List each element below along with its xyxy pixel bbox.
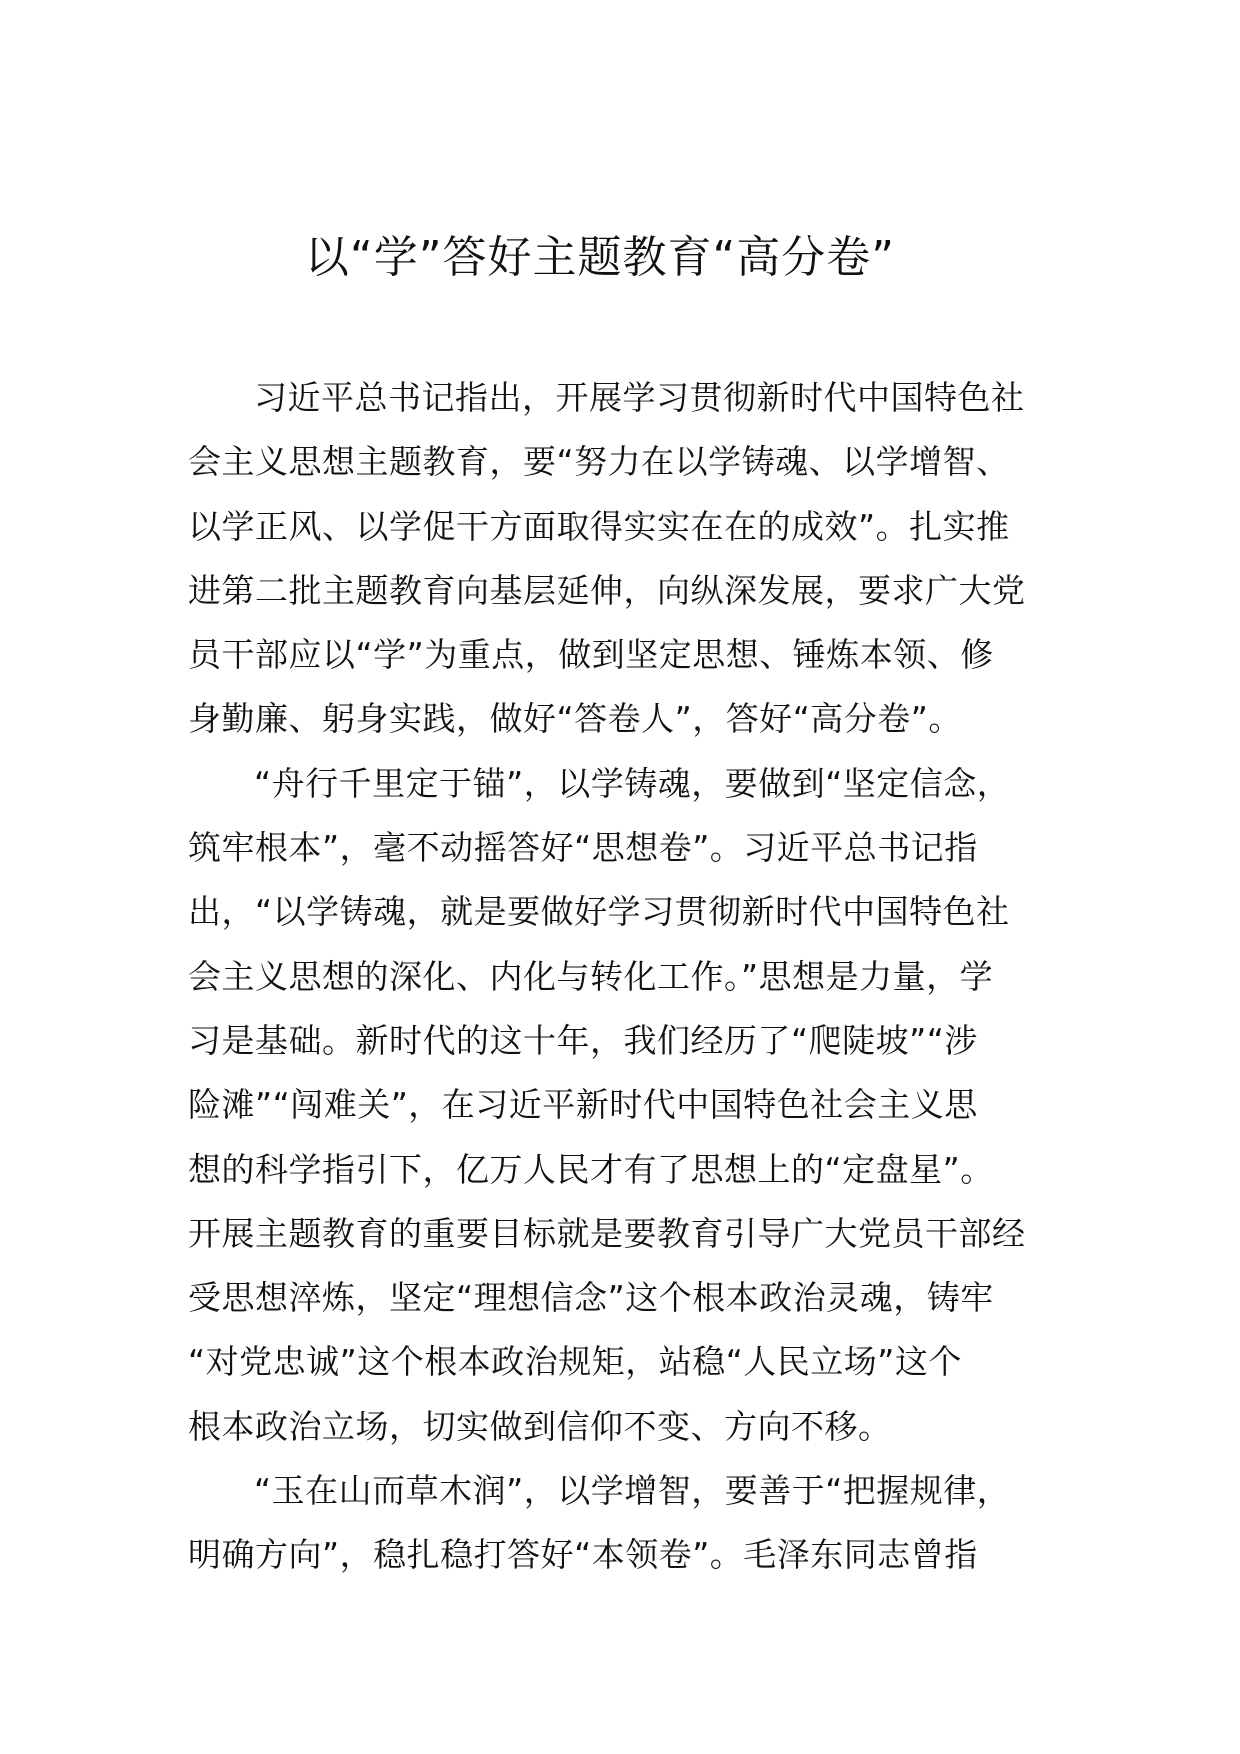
text-line: 出，“以学铸魂，就是要做好学习贯彻新时代中国特色社 — [188, 892, 1010, 932]
text-line: 根本政治立场，切实做到信仰不变、方向不移。 — [188, 1406, 892, 1446]
text-line: 开展主题教育的重要目标就是要教育引导广大党员干部经 — [188, 1213, 1026, 1253]
text-line: 险滩”“闯难关”，在习近平新时代中国特色社会主义思 — [188, 1085, 978, 1125]
text-line: 员干部应以“学”为重点，做到坚定思想、锤炼本领、修 — [188, 635, 994, 675]
text-line: 身勤廉、躬身实践，做好“答卷人”，答好“高分卷”。 — [188, 699, 962, 739]
text-line: 想的科学指引下，亿万人民才有了思想上的“定盘星”。 — [188, 1149, 994, 1189]
text-line: “玉在山而草木润”，以学增智，要善于“把握规律， — [254, 1471, 1011, 1511]
text-line: “舟行千里定于锚”，以学铸魂，要做到“坚定信念， — [254, 763, 1011, 803]
document-body — [188, 366, 1068, 1588]
text-line: “对党忠诚”这个根本政治规矩，站稳“人民立场”这个 — [188, 1342, 962, 1382]
text-line: 会主义思想的深化、内化与转化工作。”思想是力量，学 — [188, 956, 994, 996]
text-line: 受思想淬炼，坚定“理想信念”这个根本政治灵魂，铸牢 — [188, 1278, 994, 1318]
text-line: 习近平总书记指出，开展学习贯彻新时代中国特色社 — [254, 378, 1025, 417]
document-title: 以“学”答好主题教育“高分卷” — [304, 232, 896, 283]
text-line: 明确方向”，稳扎稳打答好“本领卷”。毛泽东同志曾指 — [188, 1535, 978, 1575]
text-line: 会主义思想主题教育，要“努力在以学铸魂、以学增智、 — [188, 442, 1010, 482]
text-line: 以学正风、以学促干方面取得实实在在的成效”。扎实推 — [188, 506, 1010, 546]
text-line: 进第二批主题教育向基层延伸，向纵深发展，要求广大党 — [188, 570, 1026, 610]
text-line: 习是基础。新时代的这十年，我们经历了“爬陡坡”“涉 — [188, 1020, 978, 1060]
text-line: 筑牢根本”，毫不动摇答好“思想卷”。习近平总书记指 — [188, 828, 978, 868]
